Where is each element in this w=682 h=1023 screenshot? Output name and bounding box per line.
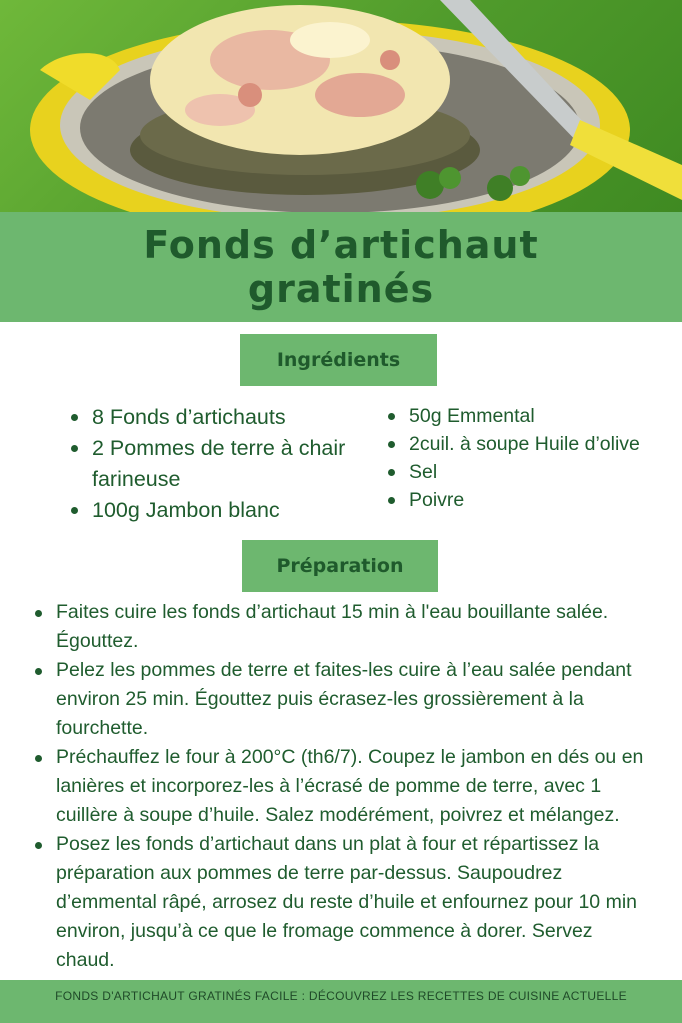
preparation-steps [56,598,656,975]
ingredient-item: 2 Pommes de terre à chair farineuse [92,433,372,495]
ingredients-label: Ingrédients [240,334,437,386]
ingredient-item: 50g Emmental [409,402,669,430]
step-item: Pelez les pommes de terre et faites-les cuire à l’eau salée pendant environ 25 min. Égouttez puis écrasez-les grossièrement à la fourchette. [56,656,656,743]
ingredient-item: Poivre [409,486,669,514]
step-item: Préchauffez le four à 200°C (th6/7). Coupez le jambon en dés ou en lanières et incorporez-les à l’écrasé de pomme de terre, avec 1 cuillère à soupe d’huile. Salez modérément, poivrez et mélangez. [56,743,656,830]
title-band [0,212,682,322]
hero-photo [0,0,682,212]
step-item: Faites cuire les fonds d’artichaut 15 min à l'eau bouillante salée. Égouttez. [56,598,656,656]
step-item: Posez les fonds d’artichaut dans un plat à four et répartissez la préparation aux pommes de terre par-dessus. Saupoudrez d’emmental râpé, arrosez du reste d’huile et enfournez pour 10 min environ, jusqu’à ce que le fromage commence à dorer. Servez chaud. [56,830,656,975]
ingredient-item: Sel [409,458,669,486]
footer-caption: FONDS D'ARTICHAUT GRATINÉS FACILE : DÉCOUVREZ LES RECETTES DE CUISINE ACTUELLE [0,980,682,1023]
preparation-label: Préparation [242,540,438,592]
ingredient-item: 100g Jambon blanc [92,495,372,526]
ingredient-item: 2cuil. à soupe Huile d’olive [409,430,669,458]
ingredients-list-right [409,402,669,514]
recipe-title: Fonds d’artichaut gratinés [143,223,539,311]
dish-illustration [0,0,682,212]
ingredient-item: 8 Fonds d’artichauts [92,402,372,433]
ingredients-list-left [92,402,372,526]
